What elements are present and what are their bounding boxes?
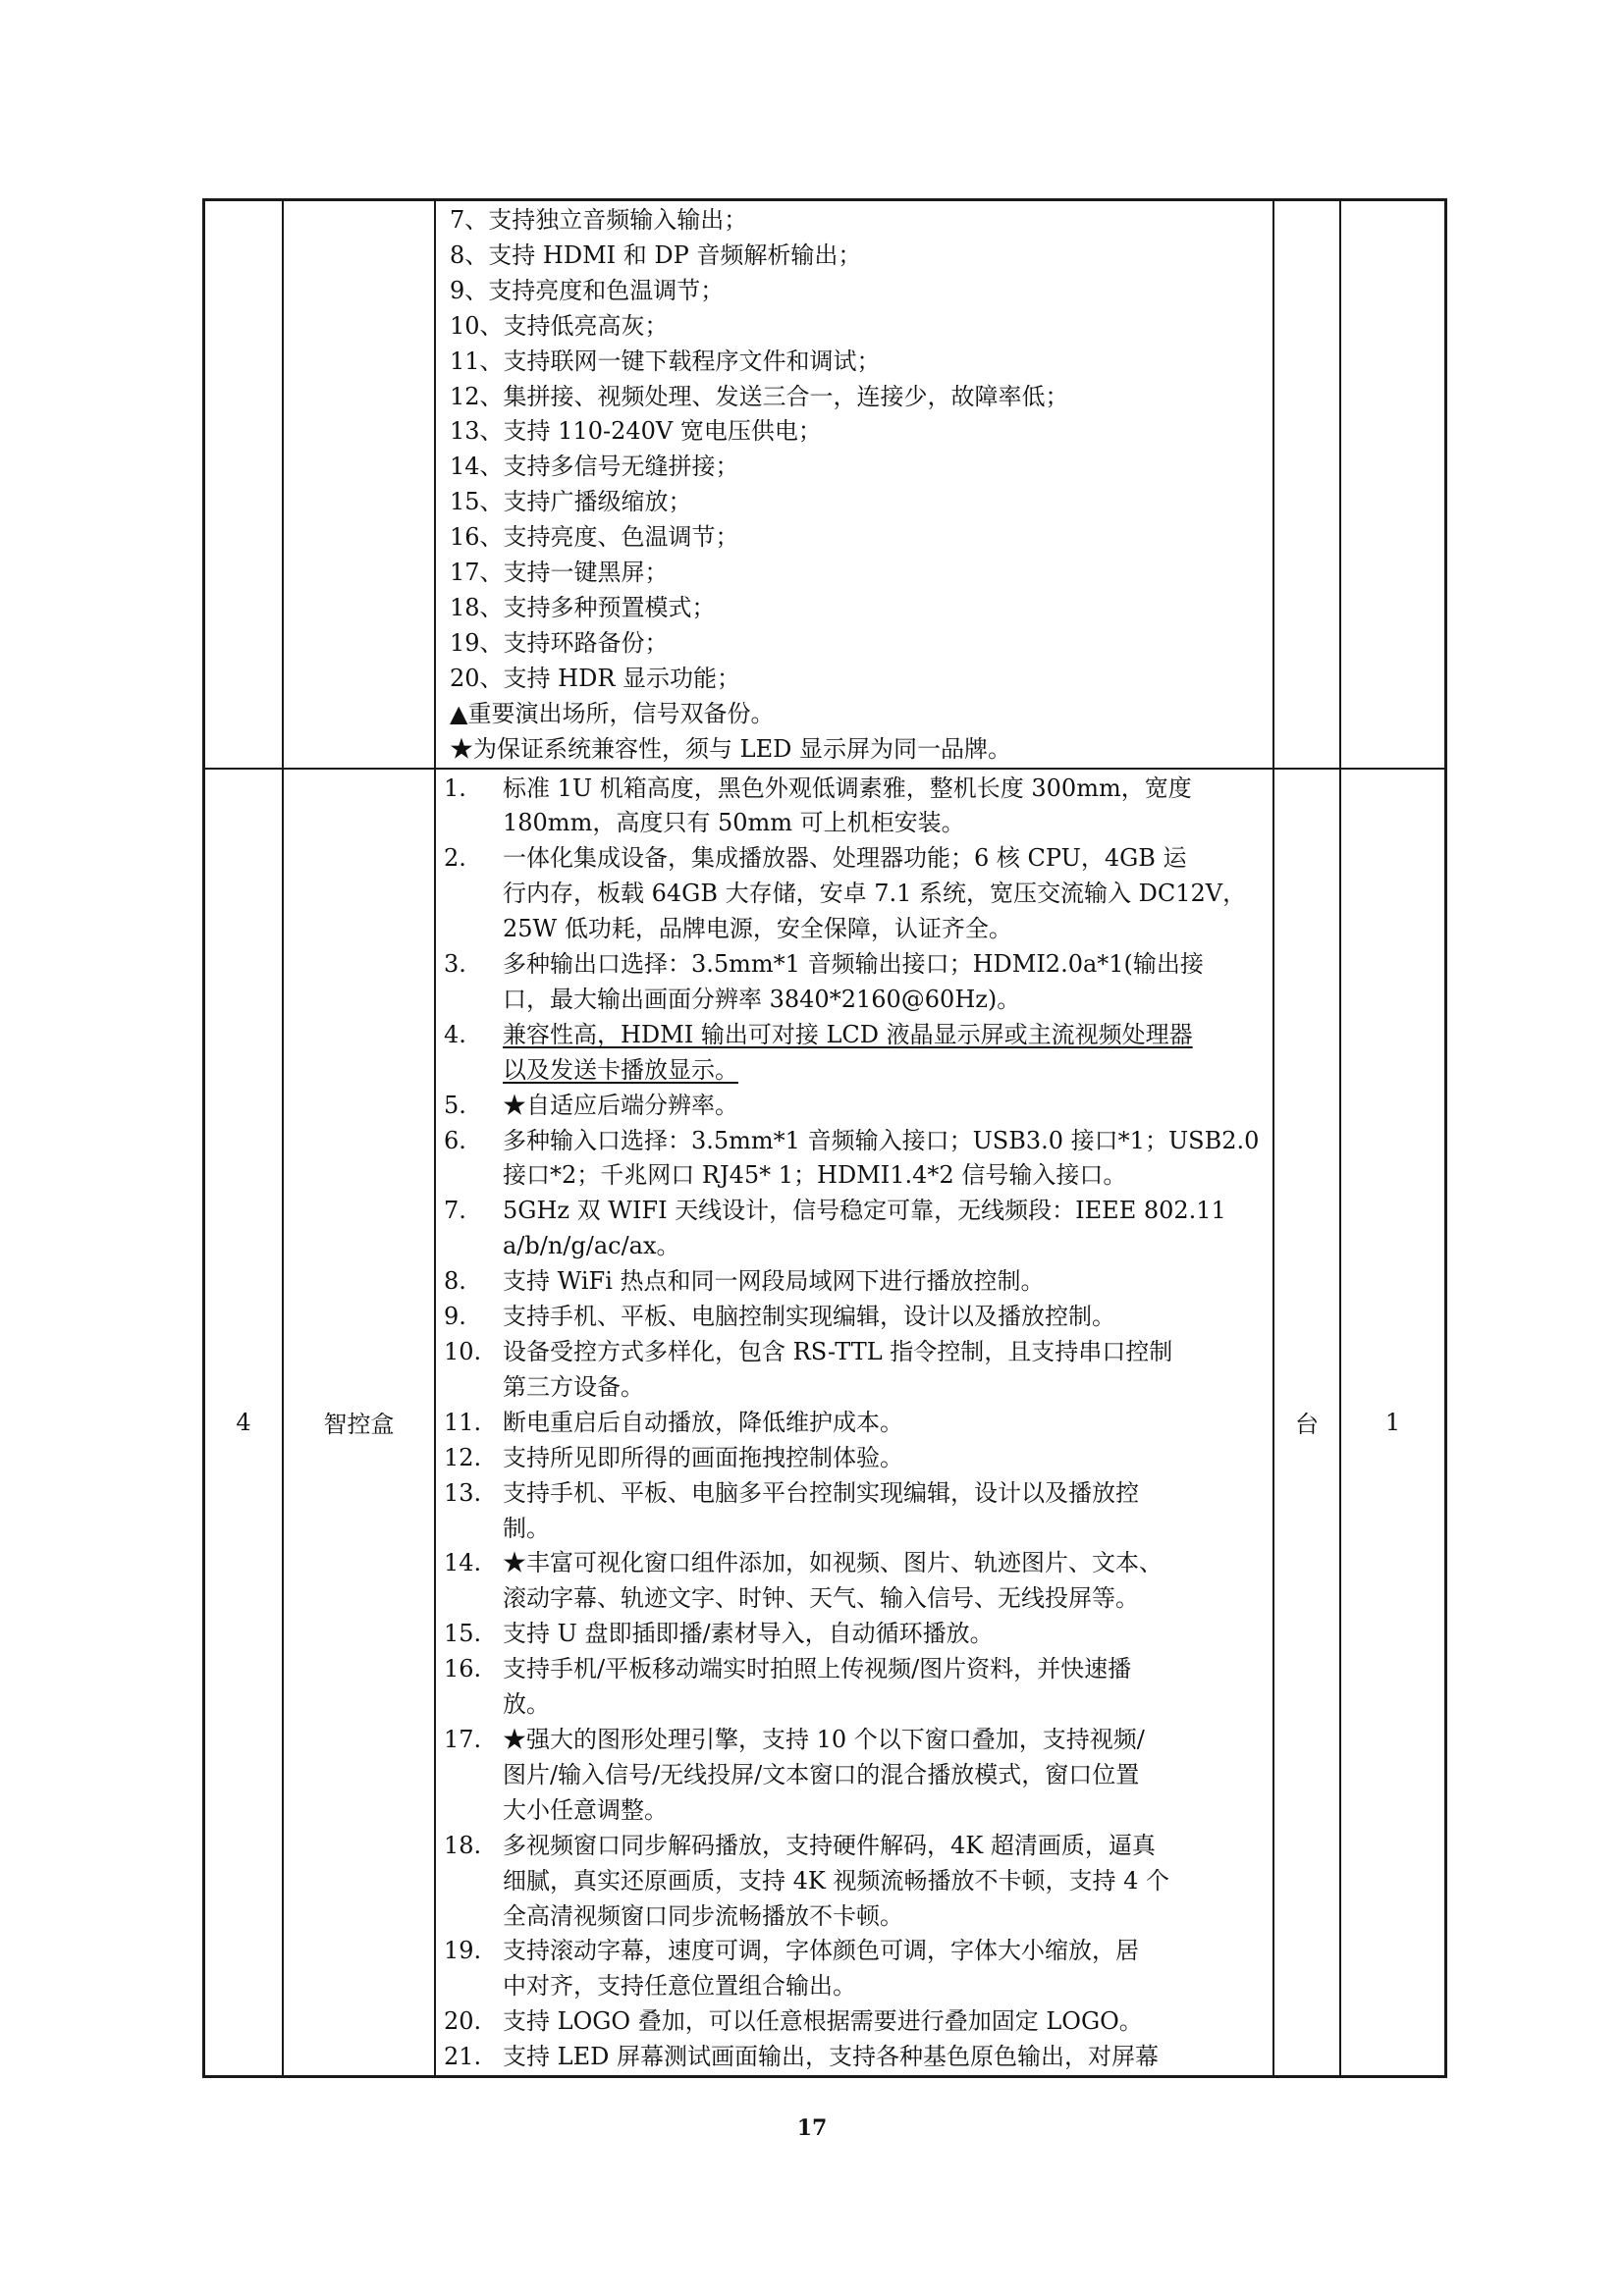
spec-item-line: 多种输出口选择：3.5mm*1 音频输出接口；HDMI2.0a*1(输出接 <box>503 950 1204 979</box>
table-row-item-4 <box>204 769 1446 2077</box>
spec-item-line: 放。 <box>503 1690 550 1719</box>
spec-item-text <box>503 1194 1263 1264</box>
spec-line: 18、支持多种预置模式； <box>450 593 716 621</box>
spec-item-text <box>503 1723 1263 1829</box>
spec-table <box>202 198 1447 2078</box>
spec-item-line: 第三方设备。 <box>503 1372 644 1401</box>
spec-item-text <box>503 1089 1263 1124</box>
cell-qty <box>1340 200 1446 769</box>
spec-item-number: 16. <box>444 1655 482 1683</box>
spec-item-text <box>503 1124 1263 1195</box>
spec-item-number: 18. <box>444 1831 482 1859</box>
spec-item-text <box>503 841 1263 947</box>
spec-item-text <box>503 1018 1263 1089</box>
spec-item-line: 以及发送卡播放显示。 <box>503 1055 738 1084</box>
spec-item-line: 大小任意调整。 <box>503 1795 668 1824</box>
spec-item-text <box>503 1476 1263 1547</box>
spec-item <box>444 1018 1263 1089</box>
spec-line: 19、支持环路备份； <box>450 628 669 657</box>
spec-item-line: 支持 WiFi 热点和同一网段局域网下进行播放控制。 <box>503 1267 1045 1296</box>
spec-item <box>444 2040 1263 2075</box>
spec-line: 13、支持 110-240V 宽电压供电； <box>450 417 822 446</box>
spec-item <box>444 1934 1263 2004</box>
spec-item-text <box>503 1264 1263 1300</box>
cell-name <box>283 200 435 769</box>
spec-item-text <box>503 1829 1263 1935</box>
spec-item <box>444 947 1263 1018</box>
spec-item-number: 1. <box>444 774 466 802</box>
cell-spec <box>435 200 1273 769</box>
spec-item <box>444 1406 1263 1441</box>
spec-item-line: ★自适应后端分辨率。 <box>503 1091 738 1119</box>
spec-item-text <box>503 1300 1263 1335</box>
spec-item-line: 接口*2；千兆网口 RJ45* 1；HDMI1.4*2 信号输入接口。 <box>503 1161 1127 1190</box>
table-row-continued <box>204 200 1446 769</box>
spec-line: 11、支持联网一键下载程序文件和调试； <box>450 347 881 375</box>
spec-item-line: 多视频窗口同步解码播放，支持硬件解码，4K 超清画质，逼真 <box>503 1831 1156 1859</box>
spec-item <box>444 1300 1263 1335</box>
spec-item-line: 行内存，板载 64GB 大存储，安卓 7.1 系统，宽压交流输入 DC12V， <box>503 880 1247 908</box>
spec-item-line: a/b/n/g/ac/ax。 <box>503 1232 680 1260</box>
spec-item-line: 多种输入口选择：3.5mm*1 音频输入接口；USB3.0 接口*1；USB2.0 <box>503 1126 1260 1154</box>
spec-item-text <box>503 1406 1263 1441</box>
spec-item-number: 11. <box>444 1408 482 1436</box>
spec-item <box>444 1089 1263 1124</box>
spec-item-line: 支持 LOGO 叠加，可以任意根据需要进行叠加固定 LOGO。 <box>503 2007 1143 2036</box>
spec-item-text <box>503 2040 1263 2075</box>
spec-line: ▲重要演出场所，信号双备份。 <box>450 699 775 727</box>
cell-spec <box>435 769 1273 2077</box>
spec-item-text <box>503 1652 1263 1723</box>
spec-line: ★为保证系统兼容性，须与 LED 显示屏为同一品牌。 <box>450 734 1011 763</box>
spec-item <box>444 1264 1263 1300</box>
spec-item-text <box>503 2004 1263 2040</box>
cell-unit: 台 <box>1273 769 1340 2077</box>
spec-item-line: 口，最大输出画面分辨率 3840*2160@60Hz)。 <box>503 985 1021 1013</box>
spec-line: 7、支持独立音频输入输出； <box>450 206 748 234</box>
spec-item-line: 支持 U 盘即插即播/素材导入，自动循环播放。 <box>503 1620 994 1648</box>
spec-item-line: 滚动字幕、轨迹文字、时钟、天气、输入信号、无线投屏等。 <box>503 1584 1139 1613</box>
spec-item-number: 10. <box>444 1338 482 1365</box>
spec-item-number: 21. <box>444 2043 482 2071</box>
spec-item-text <box>503 1934 1263 2004</box>
spec-item-number: 17. <box>444 1725 482 1753</box>
spec-item <box>444 2004 1263 2040</box>
spec-item-line: 支持 LED 屏幕测试画面输出，支持各种基色原色输出，对屏幕 <box>503 2043 1159 2071</box>
spec-item <box>444 1476 1263 1547</box>
spec-item-line: 180mm，高度只有 50mm 可上机柜安装。 <box>503 809 965 837</box>
spec-item-line: 标准 1U 机箱高度，黑色外观低调素雅，整机长度 300mm，宽度 <box>503 774 1192 802</box>
spec-item-number: 3. <box>444 950 466 979</box>
spec-line: 9、支持亮度和色温调节； <box>450 276 725 304</box>
spec-item-line: 中对齐，支持任意位置组合输出。 <box>503 1972 856 2001</box>
spec-item-line: ★丰富可视化窗口组件添加，如视频、图片、轨迹图片、文本、 <box>503 1549 1163 1577</box>
spec-item-line: 兼容性高，HDMI 输出可对接 LCD 液晶显示屏或主流视频处理器 <box>503 1020 1193 1048</box>
spec-item <box>444 1546 1263 1617</box>
cell-name: 智控盒 <box>283 769 435 2077</box>
page-number: 17 <box>796 2115 828 2141</box>
spec-item-line: 细腻，真实还原画质，支持 4K 视频流畅播放不卡顿，支持 4 个 <box>503 1866 1169 1895</box>
spec-line: 8、支持 HDMI 和 DP 音频解析输出； <box>450 240 862 269</box>
spec-item <box>444 1617 1263 1652</box>
spec-item <box>444 841 1263 947</box>
spec-item <box>444 1652 1263 1723</box>
spec-item-line: 全高清视频窗口同步流畅播放不卡顿。 <box>503 1901 903 1930</box>
spec-line: 15、支持广播级缩放； <box>450 488 692 516</box>
spec-item-line: 支持手机、平板、电脑控制实现编辑，设计以及播放控制。 <box>503 1303 1115 1331</box>
spec-item-line: 图片/输入信号/无线投屏/文本窗口的混合播放模式，窗口位置 <box>503 1760 1140 1789</box>
spec-item-line: 设备受控方式多样化，包含 RS-TTL 指令控制，且支持串口控制 <box>503 1338 1173 1365</box>
spec-line: 10、支持低亮高灰； <box>450 311 669 340</box>
spec-item-number: 7. <box>444 1197 466 1225</box>
spec-item-line: 断电重启后自动播放，降低维护成本。 <box>503 1408 903 1436</box>
spec-item <box>444 1194 1263 1264</box>
cell-unit <box>1273 200 1340 769</box>
spec-item-number: 9. <box>444 1303 466 1331</box>
spec-item <box>444 1441 1263 1476</box>
spec-line: 14、支持多信号无缝拼接； <box>450 453 739 481</box>
cell-qty: 1 <box>1340 769 1446 2077</box>
spec-item-number: 6. <box>444 1126 466 1154</box>
spec-item-text <box>503 947 1263 1018</box>
spec-item-number: 12. <box>444 1443 482 1471</box>
spec-item-line: 支持滚动字幕，速度可调，字体颜色可调，字体大小缩放，居 <box>503 1937 1139 1965</box>
spec-item-number: 13. <box>444 1478 482 1507</box>
spec-item-number: 5. <box>444 1091 466 1119</box>
spec-item-line: 制。 <box>503 1514 550 1542</box>
spec-item-number: 2. <box>444 844 466 873</box>
spec-item-number: 14. <box>444 1549 482 1577</box>
spec-item-number: 19. <box>444 1937 482 1965</box>
spec-line: 16、支持亮度、色温调节； <box>450 523 739 552</box>
spec-line-list <box>436 201 1272 768</box>
spec-item-text <box>503 772 1263 842</box>
spec-item-line: 一体化集成设备，集成播放器、处理器功能；6 核 CPU，4GB 运 <box>503 844 1187 873</box>
spec-item-list <box>436 770 1272 2076</box>
spec-item-text <box>503 1441 1263 1476</box>
spec-line: 12、集拼接、视频处理、发送三合一，连接少，故障率低； <box>450 382 1069 410</box>
spec-item <box>444 1829 1263 1935</box>
spec-line: 20、支持 HDR 显示功能； <box>450 664 741 692</box>
spec-item-text <box>503 1335 1263 1406</box>
spec-item-text <box>503 1546 1263 1617</box>
spec-item-line: 支持手机、平板、电脑多平台控制实现编辑，设计以及播放控 <box>503 1478 1139 1507</box>
spec-item-number: 20. <box>444 2007 482 2036</box>
spec-item-text <box>503 1617 1263 1652</box>
spec-item <box>444 1335 1263 1406</box>
spec-item-number: 15. <box>444 1620 482 1648</box>
spec-item <box>444 772 1263 842</box>
spec-item-line: 支持所见即所得的画面拖拽控制体验。 <box>503 1443 903 1471</box>
spec-item <box>444 1723 1263 1829</box>
spec-item-number: 4. <box>444 1020 466 1048</box>
cell-no: 4 <box>204 769 284 2077</box>
spec-item-line: ★强大的图形处理引擎，支持 10 个以下窗口叠加，支持视频/ <box>503 1725 1145 1753</box>
spec-item-number: 8. <box>444 1267 466 1296</box>
cell-no <box>204 200 284 769</box>
spec-item-line: 支持手机/平板移动端实时拍照上传视频/图片资料，并快速播 <box>503 1655 1132 1683</box>
spec-item <box>444 1124 1263 1195</box>
spec-line: 17、支持一键黑屏； <box>450 559 669 587</box>
spec-item-line: 5GHz 双 WIFI 天线设计，信号稳定可靠，无线频段：IEEE 802.11 <box>503 1197 1226 1225</box>
spec-item-line: 25W 低功耗，品牌电源，安全保障，认证齐全。 <box>503 915 1012 943</box>
